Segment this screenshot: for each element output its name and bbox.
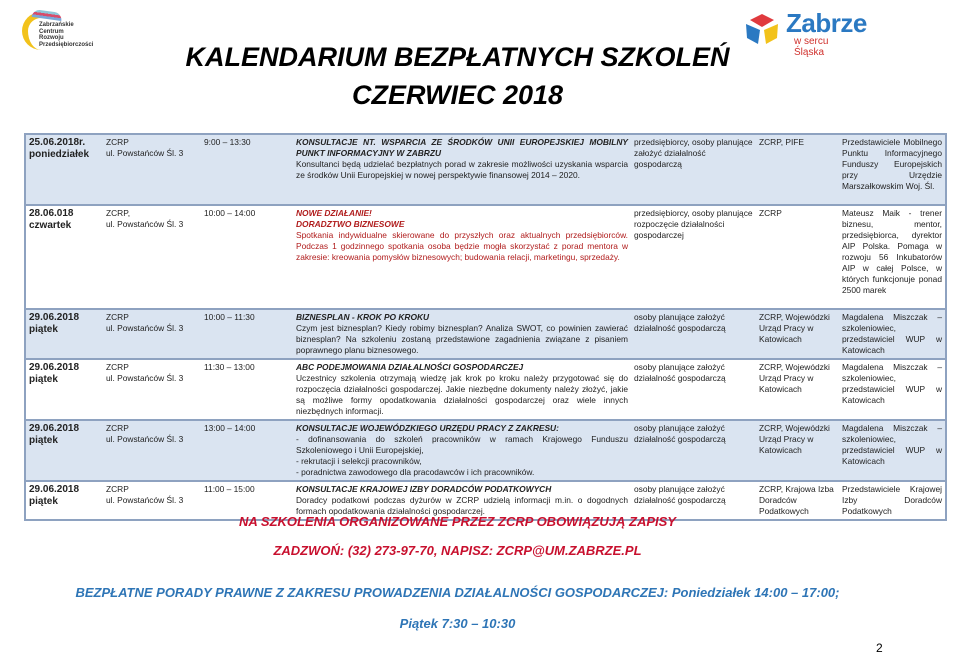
time-cell: 10:00 – 11:30 (201, 309, 293, 359)
date-cell (25, 134, 103, 205)
logo-name: Zabrze (786, 8, 867, 38)
date-cell (25, 359, 103, 420)
logo-line: Zabrzańskie (39, 22, 74, 28)
organizer-cell: ZCRP (756, 205, 839, 309)
time-cell: 13:00 – 14:00 (201, 420, 293, 481)
table-row (25, 359, 946, 420)
description-cell (293, 309, 631, 359)
event-title: KONSULTACJE WOJEWÓDZKIEGO URZĘDU PRACY Z ZAKRESU: (296, 423, 559, 433)
date-cell (25, 309, 103, 359)
event-description: Uczestnicy szkolenia otrzymają wiedzę jak krok po kroku należy przygotować się do rozpoczęcia działalności gospodarczej. Jakie niezbędne dokumenty należy złożyć, jakie są możliwe formy opodatkowania działalności gospodarczej oraz wiele innych niezbędnych informacji. (296, 373, 628, 416)
registration-note: NA SZKOLENIA ORGANIZOWANE PRZEZ ZCRP OBOWIĄZUJĄ ZAPISY (239, 514, 676, 529)
legal-advice-note: BEZPŁATNE PORADY PRAWNE Z ZAKRESU PROWADZENIA DZIAŁALNOŚCI GOSPODARCZEJ: Poniedziałek 14:00 – 17:00; (75, 585, 840, 600)
date-cell (25, 420, 103, 481)
organizer-cell: ZCRP, Krajowa Izba Doradców Podatkowych (756, 481, 839, 520)
table-row (25, 309, 946, 359)
page-title: KALENDARIUM BEZPŁATNYCH SZKOLEŃ (185, 42, 730, 72)
logo-tagline: w sercu Śląska (794, 36, 829, 58)
table-row (25, 134, 946, 205)
place-cell (103, 359, 201, 420)
organizer-cell: ZCRP, Wojewódzki Urząd Pracy w Katowicach (756, 309, 839, 359)
place-address: ul. Powstańców Śl. 3 (106, 373, 184, 383)
audience-cell: osoby planujące założyć działalność gospodarczą (631, 420, 756, 481)
event-description: Czym jest biznesplan? Kiedy robimy biznesplan? Analiza SWOT, co powinien zawierać biznesplan? Na szkoleniu zostaną przedstawione zagadnienia związane z pisaniem poprawnego planu biznesowego. (296, 323, 628, 355)
description-cell (293, 205, 631, 309)
schedule-table (24, 133, 947, 521)
place-address: ul. Powstańców Śl. 3 (106, 323, 184, 333)
event-day: czwartek (29, 220, 72, 231)
event-title: NOWE DZIAŁANIE! (296, 208, 372, 218)
place-cell (103, 420, 201, 481)
event-title: BIZNESPLAN - KROK PO KROKU (296, 312, 430, 322)
event-title: KONSULTACJE NT. WSPARCIA ZE ŚRODKÓW UNII EUROPEJSKIEJ MOBILNY PUNKT INFORMACYJNY W ZABRZU (296, 137, 628, 158)
event-date: 29.06.2018 (29, 484, 80, 495)
time-cell: 11:30 – 13:00 (201, 359, 293, 420)
trainer-cell: Mateusz Maik - trener biznesu, mentor, przedsiębiorca, dyrektor AIP Polska. Pomaga w rozwoju 56 Inkubatorów AIP w całej Polsce, w których funkcjonuje ponad 2500 marek (839, 205, 946, 309)
event-subtitle: DORADZTWO BIZNESOWE (296, 219, 405, 229)
place-name: ZCRP (106, 312, 129, 322)
event-description: Doradcy podatkowi podczas dyżurów w ZCRP udzielą informacji m.in. o dogodnych formach opodatkowania działalności gospodarczej. (296, 495, 628, 516)
event-description: - dofinansowania do szkoleń pracowników w ramach Krajowego Funduszu Szkoleniowego i Unii Europejskiej, - rekrutacji i selekcji pracowników, - poradnictwa zawodowego dla pracodawców i ich pracowników. (296, 434, 628, 477)
organizer-cell: ZCRP, Wojewódzki Urząd Pracy w Katowicach (756, 420, 839, 481)
time-cell: 11:00 – 15:00 (201, 481, 293, 520)
event-title: KONSULTACJE KRAJOWEJ IZBY DORADCÓW PODATKOWYCH (296, 484, 552, 494)
event-date: 28.06.018 (29, 208, 74, 219)
audience-cell: przedsiębiorcy, osoby planujące założyć działalność gospodarczą (631, 134, 756, 205)
event-date: 29.06.2018 (29, 362, 80, 373)
place-address: ul. Powstańców Śl. 3 (106, 495, 184, 505)
event-date: 25.06.2018r. (29, 137, 86, 148)
page-subtitle: CZERWIEC 2018 (351, 80, 564, 110)
logo-line: Przedsiębiorczości (39, 41, 94, 48)
description-cell (293, 420, 631, 481)
place-address: ul. Powstańców Śl. 3 (106, 148, 184, 158)
audience-cell: osoby planujące założyć działalność gospodarczą (631, 309, 756, 359)
trainer-cell: Przedstawiciele Krajowej Izby Doradców Podatkowych (839, 481, 946, 520)
place-name: ZCRP (106, 137, 129, 147)
event-day: piątek (29, 435, 58, 446)
event-date: 29.06.2018 (29, 312, 80, 323)
place-name: ZCRP (106, 423, 129, 433)
time-cell: 10:00 – 14:00 (201, 205, 293, 309)
trainer-cell: Magdalena Miszczak – szkoleniowiec, przedstawiciel WUP w Katowicach (839, 420, 946, 481)
place-address: ul. Powstańców Śl. 3 (106, 219, 184, 229)
zabrze-mark-icon (744, 12, 780, 46)
event-description: Konsultanci będą udzielać bezpłatnych porad w zakresie możliwości uzyskania wsparcia ze środków Unii Europejskiej w nowej perspektywie finansowej 2014 – 2020. (296, 159, 628, 180)
place-cell (103, 309, 201, 359)
event-day: piątek (29, 324, 58, 335)
event-title: ABC PODEJMOWANIA DZIAŁALNOŚCI GOSPODARCZEJ (296, 362, 524, 372)
page-number: 2 (876, 641, 883, 655)
audience-cell: osoby planujące założyć działalność gospodarczą (631, 359, 756, 420)
trainer-cell: Przedstawiciele Mobilnego Punktu Informacyjnego Funduszy Europejskich przy Urzędzie Marszałkowskim Woj. Śl. (839, 134, 946, 205)
place-address: ul. Powstańców Śl. 3 (106, 434, 184, 444)
event-day: poniedziałek (29, 149, 90, 160)
organizer-cell: ZCRP, PIFE (756, 134, 839, 205)
audience-cell: osoby planujące założyć działalność gospodarczą (631, 481, 756, 520)
place-cell (103, 205, 201, 309)
event-description: Spotkania indywidualne skierowane do przyszłych oraz aktualnych przedsiębiorców. Podczas 1 godzinnego spotkania osoba będzie mogła skorzystać z porad mentora w zakresie: kreowania pomysłów biznesowych; budowania relacji, marketingu, sprzedaży. (296, 230, 628, 262)
table-row (25, 205, 946, 309)
place-name: ZCRP (106, 362, 129, 372)
table-row (25, 420, 946, 481)
event-day: piątek (29, 374, 58, 385)
place-cell (103, 134, 201, 205)
date-cell (25, 205, 103, 309)
logo-line: Centrum (39, 28, 64, 35)
audience-cell: przedsiębiorcy, osoby planujące rozpoczęcie działalności gospodarczej (631, 205, 756, 309)
description-cell (293, 359, 631, 420)
place-name: ZCRP (106, 484, 129, 494)
place-name: ZCRP, (106, 208, 131, 218)
time-cell: 9:00 – 13:30 (201, 134, 293, 205)
event-day: piątek (29, 496, 58, 507)
contact-info: ZADZWOŃ: (32) 273-97-70, NAPISZ: ZCRP@UM.ZABRZE.PL (273, 543, 642, 558)
event-date: 29.06.2018 (29, 423, 80, 434)
trainer-cell: Magdalena Miszczak – szkoleniowiec, przedstawiciel WUP w Katowicach (839, 309, 946, 359)
trainer-cell: Magdalena Miszczak – szkoleniowiec, przedstawiciel WUP w Katowicach (839, 359, 946, 420)
logo-line: Rozwoju (39, 35, 64, 41)
organizer-cell: ZCRP, Wojewódzki Urząd Pracy w Katowicach (756, 359, 839, 420)
legal-advice-hours: Piątek 7:30 – 10:30 (399, 616, 516, 631)
description-cell (293, 134, 631, 205)
